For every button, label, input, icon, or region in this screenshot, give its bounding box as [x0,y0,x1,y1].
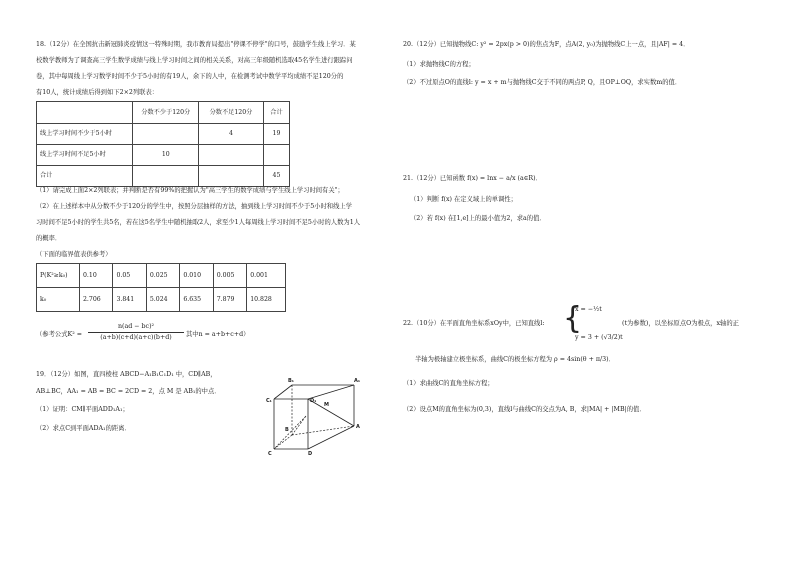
table-cell: 19 [263,124,289,145]
reference-note: （下面的临界值表供参考） [36,251,112,258]
q21-line-3: （2）若 f(x) 在[1,e]上的最小值为2，求a的值． [410,215,546,222]
q19-line-1: 19．（12分）如图，直四棱柱 ABCD−A₁B₁C₁D₁ 中，CD∥AB， [36,371,217,378]
table-cell [199,145,264,166]
table-row [37,145,290,166]
table-cell: 0.05 [113,264,146,288]
q20-line-1: 20.（12分）已知抛物线C: y² = 2px(p > 0)的焦点为F，点A(2, y₀)为抛物线C上一点，且|AF| = 4． [403,41,690,48]
table-cell [199,166,264,187]
formula-denominator: (a+b)(c+d)(a+c)(b+d) [100,334,172,341]
table-cell: 0.010 [180,264,213,288]
label-c: C [268,451,272,456]
label-b: B [285,427,289,433]
table-cell: 10 [133,145,199,166]
q18-sub2-line-2: 习时间不足5小时的学生共5名，若在这5名学生中随机抽取2人，求至少1人每周线上学习时间不足5小时的人数为1人 [36,219,360,226]
q19-line-4: （2）求点C到平面ADA₁的距离． [36,425,131,432]
reference-formula-suffix: 其中n = a+b+c+d） [186,331,250,338]
q21-line-2: （1）判断 f(x) 在定义域上的单调性； [410,196,517,203]
table-header-cell: 合计 [263,102,289,124]
brace-icon: { [563,301,583,336]
table-cell: 3.841 [113,288,146,312]
table-row [37,166,290,187]
table-cell: 合计 [37,166,133,187]
table-cell [133,124,199,145]
table-cell: 45 [263,166,289,187]
table-cell: 线上学习时间不少于5小时 [37,124,133,145]
table-cell: 0.025 [146,264,179,288]
table-header-cell: 分数不少于120分 [133,102,199,124]
q22-line-2: 半轴为极轴建立极坐标系，曲线C的极坐标方程为 ρ = 4sin(θ + π/3)． [415,356,615,363]
q18-line-3: 卷，其中每周线上学习数学时间不少于5小时的有19人，余下的人中，在检测考试中数学平均成绩不足120分的 [36,73,344,80]
q18-sub2-line-1: （2）在上述样本中从分数不少于120分的学生中，按照分层抽样的方法，抽到线上学习时间不少于5小时和线上学 [36,203,352,210]
reference-formula-prefix: （参考公式K² = [36,331,82,338]
table-cell: 2.706 [80,288,113,312]
table-cell: 0.001 [247,264,286,288]
formula-numerator: n(ad − bc)² [88,322,184,333]
q18-sub2-line-3: 的概率． [36,235,62,242]
q18-sub1: （1）请完成上面2×2列联表；并判断是否有99%的把握认为"高三学生的数学成绩与学生线上学习时间有关"； [36,187,344,194]
table-cell [133,166,199,187]
label-d: D [308,451,313,456]
q22-equation-2: y = 3 + (√3/2)t [575,334,623,341]
q22-sub1: （1）求曲线C的直角坐标方程； [403,380,494,387]
table-cell: 10.828 [247,288,286,312]
q18-line-1: 18.（12分）在全国抗击新冠肺炎疫情这一特殊时期，我市教育局提出"停课不停学"的口号，鼓励学生线上学习．某 [36,41,356,48]
q20-line-3: （2）不过原点O的直线l: y = x + m与抛物线C交于不同的两点P, Q，且OP⊥OQ，求实数m的值． [403,79,682,86]
prism-figure [266,376,370,456]
q22-equation-1: x = −½t [575,306,602,313]
table-cell: 4 [199,124,264,145]
label-b1: B₁ [288,378,295,384]
table-row [37,264,286,288]
q18-line-2: 校数学教师为了调查高三学生数学成绩与线上学习时间之间的相关关系，对高三年级随机选取45名学生进行跟踪问 [36,57,353,64]
q18-line-4: 有10人，统计成绩后得到如下2×2列联表： [36,89,159,96]
q20-line-2: （1）求抛物线C的方程； [403,61,475,68]
contingency-table [36,101,290,187]
table-cell: 5.024 [146,288,179,312]
label-m: M [324,402,329,408]
table-cell: 7.879 [213,288,246,312]
q22-sub2: （2）设点M的直角坐标为(0,3)，直线l与曲线C的交点为A, B，求|MA| + |MB|的值． [403,406,646,413]
q22-param-note: (t为参数)，以坐标原点O为极点，x轴的正 [622,320,739,327]
table-header-cell [37,102,133,124]
table-row [37,288,286,312]
label-a1: A₁ [354,378,361,384]
critical-value-table [36,263,286,312]
q21-line-1: 21.（12分）已知函数 f(x) = lnx − a/x (a∈R)． [403,175,542,182]
label-d1: D₁ [310,398,317,404]
table-cell: 6.635 [180,288,213,312]
table-cell: 0.005 [213,264,246,288]
label-c1: C₁ [266,398,272,404]
table-cell: k₀ [37,288,80,312]
q22-intro: 22.（10分）在平面直角坐标系xOy中，已知直线l: [403,320,545,327]
table-cell: 0.10 [80,264,113,288]
q19-line-3: （1）证明：CM∥平面ADD₁A₁； [36,406,129,413]
table-cell: 线上学习时间不足5小时 [37,145,133,166]
table-cell [263,145,289,166]
table-cell: P(K²≥k₀) [37,264,80,288]
q19-line-2: AB⊥BC，AA₁ = AB = BC = 2CD = 2，点 M 是 AB₁的中点． [36,388,221,395]
label-a: A [356,424,360,430]
table-header-cell: 分数不足120分 [199,102,264,124]
table-row [37,124,290,145]
